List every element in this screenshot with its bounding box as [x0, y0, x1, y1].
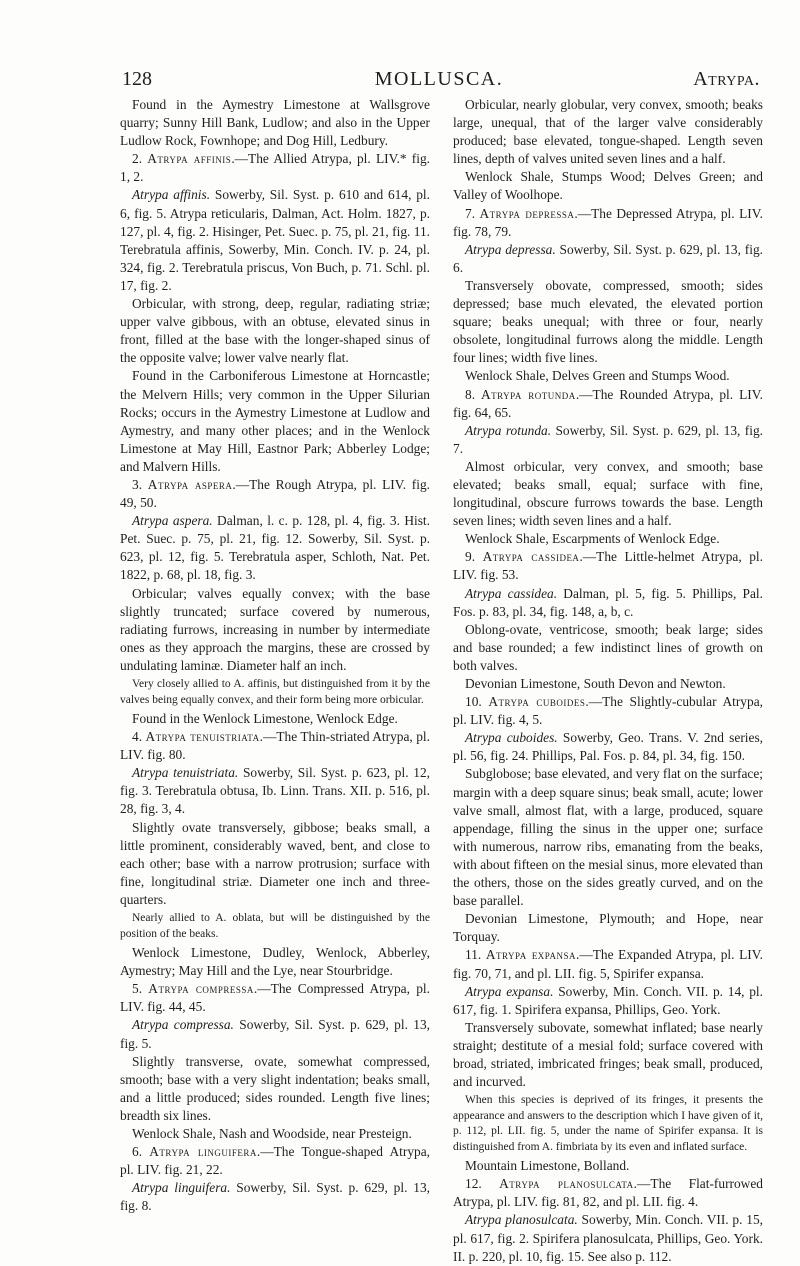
species-common-name: .—The Rough Atrypa, pl. LIV. fig. 49, 50.	[120, 476, 430, 511]
paragraph: Orbicular, with strong, deep, regular, radiating striæ; upper valve gibbous, with an obtuse, elevated sinus in front, filled at the base with the longer-shaped sinus of the opposite valve; lower valve nearly flat.	[120, 296, 430, 366]
synonymy	[453, 983, 763, 1019]
species-heading	[453, 205, 763, 241]
synonymy-refs: Sowerby, Sil. Syst. p. 629, pl. 13, fig. 5.	[120, 1017, 431, 1051]
species-common-name: .—The Little-helmet Atrypa, pl. LIV. fig. 53.	[453, 549, 763, 583]
species-common-name: .—The Rounded Atrypa, pl. LIV. fig. 64, 65.	[453, 386, 764, 420]
paragraph: Devonian Limestone, Plymouth; and Hope, near Torquay.	[453, 911, 763, 945]
footnote-remark: When this species is deprived of its fringes, it presents the appearance and answers to the description which I have given of it, p. 112, pl. LII. fig. 5, under the name of Spirifer expansa. It is distinguished from A. fimbriata by its even and inflated surface.	[453, 1094, 763, 1153]
species-number: 3.	[132, 476, 148, 492]
synonymy-refs: Sowerby, Sil. Syst. p. 610 and 614, pl. 6, fig. 5. Atrypa reticularis, Dalman, Act. Holm. 1827, p. 127, pl. 4, fig. 2. Hisinger, Pet. Suec. p. 75, pl. 21, fig. 11. Terebratula affinis, Sowerby, Min. Conch. IV. p. 24, pl. 324, fig. 2. Terebratula priscus, Von Buch, p. 71. Schl. pl. 17, fig. 2.	[120, 187, 430, 293]
synonymy	[453, 422, 763, 458]
synonymy	[120, 186, 430, 295]
synonymy	[453, 1211, 763, 1265]
species-number: 12.	[465, 1176, 500, 1192]
synonymy-name: Atrypa tenuistriata.	[132, 765, 239, 781]
species-name: Atrypa depressa	[479, 205, 575, 221]
synonymy	[120, 764, 430, 818]
species-common-name: .—The Tongue-shaped Atrypa, pl. LIV. fig. 21, 22.	[120, 1144, 430, 1178]
species-heading	[120, 476, 430, 512]
species-heading	[120, 728, 430, 764]
synonymy	[120, 512, 430, 584]
synonymy-refs: Sowerby, Geo. Trans. V. 2nd series, pl. 56, fig. 24. Phillips, Pal. Fos. p. 84, pl. 34, fig. 150.	[453, 730, 764, 764]
paragraph: Found in the Aymestry Limestone at Wallsgrove quarry; Sunny Hill Bank, Ludlow; and also in the Upper Ludlow Rock, Fownhope; and Dog Hill, Ledbury.	[120, 97, 430, 149]
synonymy	[453, 241, 763, 277]
synonymy-name: Atrypa aspera.	[132, 513, 213, 529]
paragraph: Transversely subovate, somewhat inflated; base nearly straight; destitute of a mesial fold; surface covered with broad, striated, imbricated fringes; beak small, produced, and incurved.	[453, 1019, 763, 1090]
paragraph: Wenlock Limestone, Dudley, Wenlock, Abberley, Aymestry; May Hill and the Lye, near Stourbridge.	[120, 945, 430, 979]
species-heading	[453, 946, 763, 982]
synonymy	[453, 585, 763, 621]
paragraph: Almost orbicular, very convex, and smooth; base elevated; beaks small, equal; surface with fine, longitudinal, obscure furrows towards the base. Length seven lines; width seven lines and a half.	[453, 458, 763, 529]
species-heading	[453, 548, 763, 584]
paragraph: Slightly transverse, ovate, somewhat compressed, smooth; base with a very slight indentation; beaks small, and a little produced; sides rounded. Length five lines; breadth six lines.	[120, 1053, 430, 1123]
species-heading	[453, 386, 763, 422]
footnote-remark: Very closely allied to A. affinis, but distinguished from it by the valves being equally convex, and their form being more orbicular.	[120, 678, 430, 706]
paragraph: Mountain Limestone, Bolland.	[465, 1158, 630, 1174]
synonymy-name: Atrypa expansa.	[465, 983, 554, 999]
paragraph: Wenlock Shale, Stumps Wood; Delves Green; and Valley of Woolhope.	[453, 169, 763, 203]
species-name: Atrypa affinis	[147, 151, 232, 167]
species-name: Atrypa compressa	[148, 981, 254, 997]
species-heading	[453, 693, 763, 729]
species-name: Atrypa aspera	[147, 476, 233, 492]
paragraph: Subglobose; base elevated, and very flat on the surface; margin with a deep square sinus; beak small, acute; lower valve small, almost flat, with a large, produced, square appendage, filling the sinus in the upper one; surface with numerous, narrow ribs, emanating from the beaks, with about fifteen on the mesial sinus, more elevated than the others, those on the sides greatly curved, and on the base parallel.	[453, 766, 763, 909]
page-number: 128	[122, 68, 152, 90]
species-number: 8.	[465, 386, 481, 402]
species-number: 6.	[132, 1144, 150, 1160]
paragraph: Wenlock Shale, Escarpments of Wenlock Edge.	[465, 531, 720, 547]
synonymy-refs: Sowerby, Sil. Syst. p. 629, pl. 13, fig. 6.	[453, 241, 763, 275]
synonymy	[120, 1016, 430, 1052]
species-name: Atrypa planosulcata	[499, 1176, 634, 1192]
paragraph: Slightly ovate transversely, gibbose; beaks small, a little prominent, considerably waved, bent, and close to each other; base with a narrow protrusion; surface with fine, longitudinal striæ. Diameter one inch and three-quarters.	[120, 819, 430, 907]
paragraph: Found in the Carboniferous Limestone at Horncastle; the Melvern Hills; very common in the Upper Silurian Rocks; occurs in the Aymestry Limestone at Ludlow and Aymestry, and many other places; and in the Wenlock Limestone at May Hill, Eastnor Park; Abberley Lodge; and Malvern Hills.	[120, 368, 430, 474]
left-column	[120, 96, 430, 1215]
synonymy-refs: Sowerby, Min. Conch. VII. p. 14, pl. 617, fig. 1. Spirifera expansa, Phillips, Geo. York.	[453, 983, 764, 1017]
synonymy-refs: Sowerby, Min. Conch. VII. p. 15, pl. 617, fig. 2. Spirifera planosulcata, Phillips, Geo. York. II. p. 220, pl. 10, fig. 15. See also p. 112.	[453, 1212, 764, 1264]
species-common-name: .—The Depressed Atrypa, pl. LIV. fig. 78, 79.	[453, 205, 763, 239]
synonymy-name: Atrypa linguifera.	[132, 1180, 231, 1196]
synonymy-name: Atrypa depressa.	[465, 241, 556, 257]
species-name: Atrypa tenuistriata	[145, 729, 260, 745]
species-number: 5.	[132, 981, 149, 997]
paragraph: Transversely obovate, compressed, smooth; sides depressed; base much elevated, the elevated portion square; beaks unequal; with three or four, nearly obsolete, longitudinal furrows along the middle. Length four lines; width five lines.	[453, 277, 763, 366]
synonymy-name: Atrypa compressa.	[132, 1017, 234, 1033]
synonymy-name: Atrypa affinis.	[132, 187, 211, 203]
species-number: 10.	[465, 694, 489, 710]
paragraph: Wenlock Shale, Delves Green and Stumps Wood.	[465, 368, 730, 384]
species-common-name: .—The Flat-furrowed Atrypa, pl. LIV. fig. 81, 82, and pl. LII. fig. 4.	[453, 1176, 763, 1210]
species-name: Atrypa expansa	[485, 947, 576, 963]
species-heading	[120, 150, 430, 186]
species-common-name: .—The Compressed Atrypa, pl. LIV. fig. 44, 45.	[120, 981, 430, 1015]
running-header	[118, 62, 760, 90]
paragraph: Devonian Limestone, South Devon and Newton.	[465, 676, 726, 691]
running-genus: Atrypa.	[693, 68, 760, 90]
species-heading	[453, 1175, 763, 1211]
synonymy-refs: Dalman, l. c. p. 128, pl. 4, fig. 3. Hist. Pet. Suec. p. 75, pl. 21, fig. 12. Sowerby, Sil. Syst. p. 623, pl. 12, fig. 5. Terebratula asper, Schloth, Nat. Pet. 1822, p. 68, pl. 18, fig. 3.	[120, 513, 431, 583]
synonymy-name: Atrypa cuboides.	[465, 730, 558, 746]
synonymy-name: Atrypa cassidea.	[465, 585, 558, 601]
synonymy	[453, 729, 763, 765]
species-heading	[120, 1143, 430, 1179]
species-number: 4.	[132, 729, 146, 745]
species-name: Atrypa cuboides	[488, 694, 586, 710]
species-name: Atrypa cassidea	[482, 549, 580, 565]
synonymy-name: Atrypa planosulcata.	[465, 1212, 578, 1228]
species-number: 9.	[465, 549, 483, 565]
paragraph: Found in the Wenlock Limestone, Wenlock Edge.	[132, 711, 398, 726]
right-column	[453, 96, 763, 1266]
synonymy	[120, 1179, 430, 1215]
species-common-name: .—The Slightly-cubular Atrypa, pl. LIV. fig. 4, 5.	[453, 694, 763, 728]
synonymy-refs: Dalman, pl. 5, fig. 5. Phillips, Pal. Fos. p. 83, pl. 34, fig. 148, a, b, c.	[453, 585, 763, 619]
synonymy-name: Atrypa rotunda.	[465, 422, 552, 438]
species-number: 2.	[132, 151, 148, 167]
paragraph: Orbicular; valves equally convex; with the base slightly truncated; surface covered by numerous, radiating furrows, increasing in number by intermediate ones as they approach the margins, these are crossed by undulating laminæ. Diameter half an inch.	[120, 585, 430, 673]
synonymy-refs: Sowerby, Sil. Syst. p. 629, pl. 13, fig. 8.	[120, 1180, 430, 1214]
species-common-name: .—The Expanded Atrypa, pl. LIV. fig. 70, 71, and pl. LII. fig. 5, Spirifer expansa.	[453, 947, 763, 981]
species-common-name: .—The Thin-striated Atrypa, pl. LIV. fig. 80.	[120, 729, 430, 763]
paragraph: Oblong-ovate, ventricose, smooth; beak large; sides and base rounded; a few indistinct lines of growth on both valves.	[453, 621, 763, 673]
species-number: 7.	[465, 205, 480, 221]
species-name: Atrypa linguifera	[149, 1144, 257, 1160]
footnote-remark: Nearly allied to A. oblata, but will be distinguished by the position of the beaks.	[120, 912, 430, 940]
species-number: 11.	[465, 947, 486, 963]
synonymy-refs: Sowerby, Sil. Syst. p. 623, pl. 12, fig. 3. Terebratula obtusa, Ib. Linn. Trans. XII. p. 516, pl. 28, fig. 3, 4.	[120, 765, 431, 817]
species-heading	[120, 980, 430, 1016]
paragraph: Wenlock Shale, Nash and Woodside, near Presteign.	[132, 1125, 412, 1141]
species-common-name: .—The Allied Atrypa, pl. LIV.* fig. 1, 2.	[120, 151, 430, 185]
species-name: Atrypa rotunda	[481, 386, 576, 402]
paragraph: Orbicular, nearly globular, very convex, smooth; beaks large, unequal, that of the larger valve considerably produced; base elevated, tongue-shaped. Length seven lines, depth of valves united seven lines and a half.	[453, 97, 763, 167]
running-title: MOLLUSCA.	[374, 68, 504, 90]
synonymy-refs: Sowerby, Sil. Syst. p. 629, pl. 13, fig. 7.	[453, 422, 763, 456]
